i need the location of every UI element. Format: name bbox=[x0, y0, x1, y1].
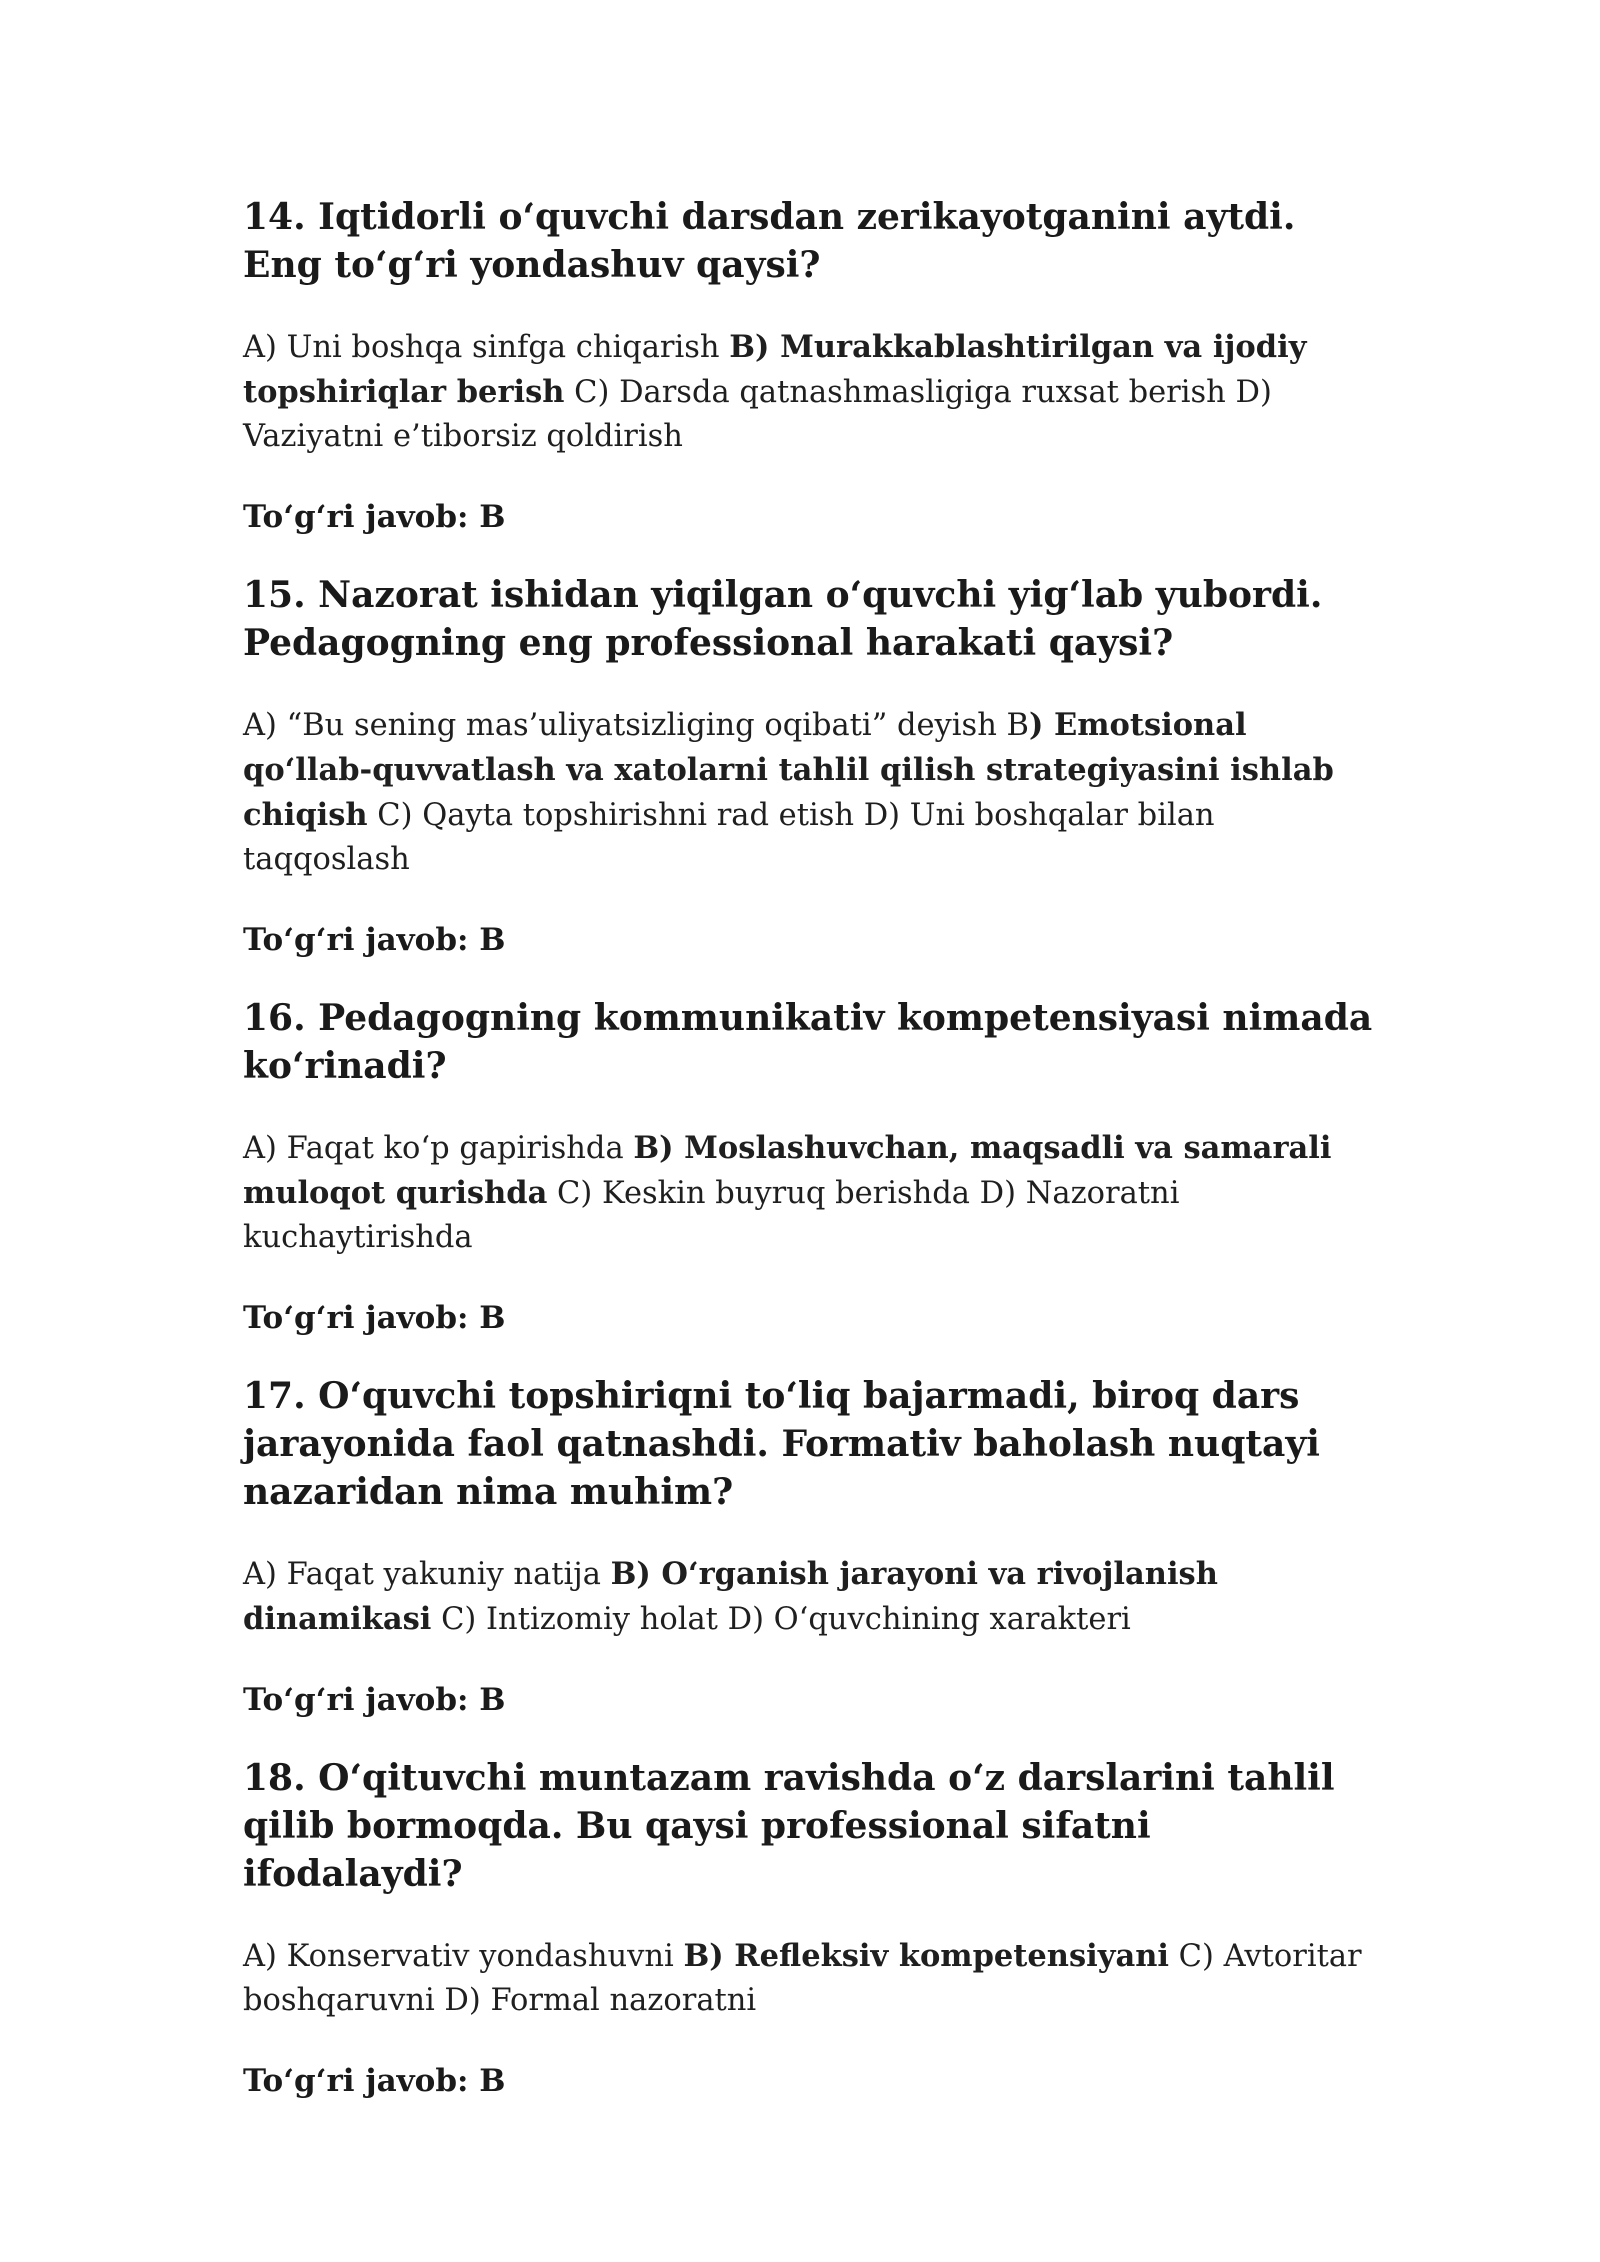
question-title: 18. O‘qituvchi muntazam ravishda o‘z darslarini tahlil qilib bormoqda. Bu qaysi professional sifatni ifodalaydi? bbox=[243, 1757, 1335, 1895]
answer-options bbox=[243, 1934, 1373, 2023]
option-rest-text: C) Keskin buyruq berishda D) Nazoratni kuchaytirishda bbox=[243, 1176, 1180, 1255]
option-b-text: B) Murakkablashtirilgan va ijodiy topshiriqlar berish bbox=[243, 329, 1307, 410]
option-b-text: ) Emotsional qo‘llab-quvvatlash va xatolarni tahlil qilish strategiyasini ishlab chiqish bbox=[243, 707, 1334, 833]
question-16 bbox=[243, 994, 1373, 1340]
correct-answer: To‘g‘ri javob: B bbox=[243, 499, 506, 535]
option-rest-text: C) Darsda qatnashmasligiga ruxsat berish D) Vaziyatni e’tiborsiz qoldirish bbox=[243, 375, 1272, 454]
question-17 bbox=[243, 1372, 1373, 1722]
question-title: 14. Iqtidorli o‘quvchi darsdan zerikayotganini aytdi. Eng to‘g‘ri yondashuv qaysi? bbox=[243, 196, 1296, 286]
option-b-text: B) O‘rganish jarayoni va rivojlanish dinamikasi bbox=[243, 1556, 1218, 1637]
option-rest-text: C) Avtoritar boshqaruvni D) Formal nazoratni bbox=[243, 1939, 1362, 2018]
question-title: 16. Pedagogning kommunikativ kompetensiyasi nimada ko‘rinadi? bbox=[243, 997, 1373, 1087]
answer-options bbox=[243, 703, 1373, 882]
option-a-text: A) Uni boshqa sinfga chiqarish bbox=[243, 330, 730, 365]
answer-options bbox=[243, 325, 1373, 459]
question-14 bbox=[243, 193, 1373, 539]
correct-answer: To‘g‘ri javob: B bbox=[243, 1300, 506, 1336]
option-b-text: B) Moslashuvchan, maqsadli va samarali muloqot qurishda bbox=[243, 1130, 1332, 1211]
correct-answer: To‘g‘ri javob: B bbox=[243, 2063, 506, 2099]
answer-options bbox=[243, 1552, 1373, 1642]
answer-options bbox=[243, 1126, 1373, 1260]
option-a-text: A) Konservativ yondashuvni bbox=[243, 1939, 684, 1974]
document-page bbox=[243, 193, 1373, 2135]
question-18 bbox=[243, 1754, 1373, 2103]
question-title: 17. O‘quvchi topshiriqni to‘liq bajarmadi, biroq dars jarayonida faol qatnashdi. Formativ baholash nuqtayi nazaridan nima muhim? bbox=[243, 1375, 1320, 1513]
option-a-text: A) Faqat ko‘p gapirishda bbox=[243, 1131, 634, 1166]
option-a-text: A) “Bu sening mas’uliyatsizliging oqibati” deyish B bbox=[243, 708, 1029, 743]
question-15 bbox=[243, 571, 1373, 962]
correct-answer: To‘g‘ri javob: B bbox=[243, 1682, 506, 1718]
option-b-text: B) Refleksiv kompetensiyani bbox=[683, 1938, 1169, 1974]
option-rest-text: C) Qayta topshirishni rad etish D) Uni boshqalar bilan taqqoslash bbox=[243, 798, 1215, 877]
question-title: 15. Nazorat ishidan yiqilgan o‘quvchi yig‘lab yubordi. Pedagogning eng professional harakati qaysi? bbox=[243, 574, 1323, 664]
option-rest-text: C) Intizomiy holat D) O‘quvchining xarakteri bbox=[431, 1602, 1131, 1637]
option-a-text: A) Faqat yakuniy natija bbox=[243, 1557, 611, 1592]
correct-answer: To‘g‘ri javob: B bbox=[243, 922, 506, 958]
